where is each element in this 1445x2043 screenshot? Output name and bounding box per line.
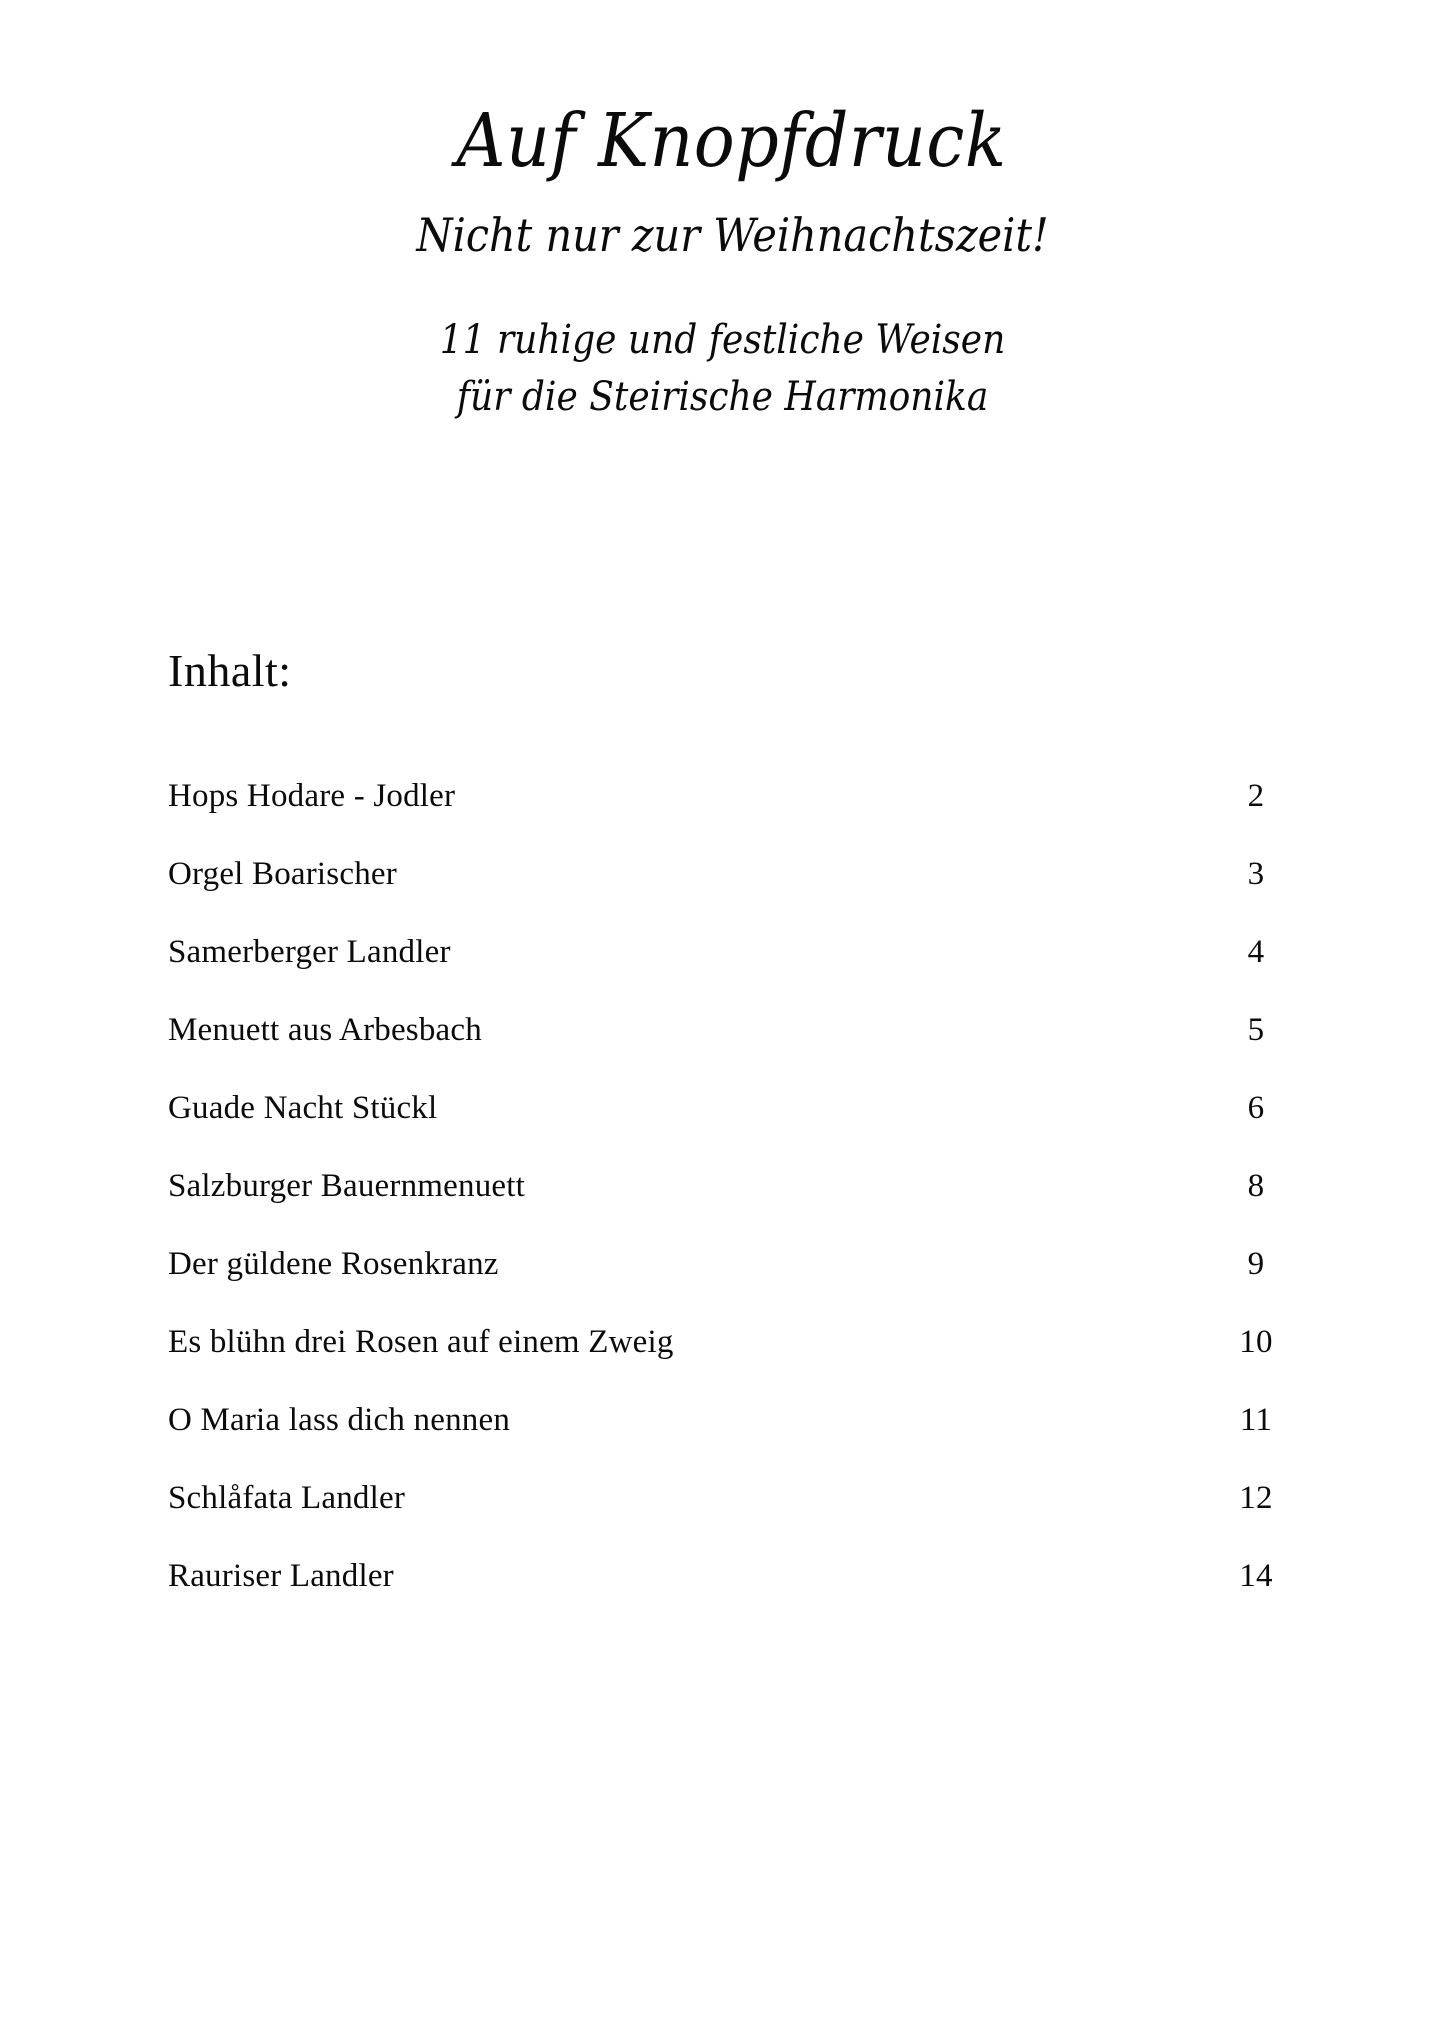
toc-entry-page-number: 8 — [1247, 1168, 1265, 1204]
tagline-line-2: für die Steirische Harmonika — [456, 373, 989, 420]
toc-entry[interactable] — [168, 1092, 1288, 1170]
toc-entry-title: Salzburger Bauernmenuett — [168, 1168, 525, 1204]
toc-entry[interactable] — [168, 1404, 1288, 1482]
page-subtitle: Nicht nur zur Weihnachtszeit! — [416, 208, 1049, 262]
toc-entry[interactable] — [168, 780, 1288, 858]
page-title: Auf Knopfdruck — [456, 98, 1007, 184]
page-tagline — [72, 312, 1373, 426]
toc-entry-title: Hops Hodare - Jodler — [168, 778, 456, 814]
toc-entry[interactable] — [168, 1326, 1288, 1404]
toc-entry-title: Samerberger Landler — [168, 934, 451, 970]
toc-entry[interactable] — [168, 1170, 1288, 1248]
toc-entry-title: Menuett aus Arbesbach — [168, 1012, 482, 1048]
toc-entry-page-number: 12 — [1239, 1480, 1273, 1516]
toc-entry-page-number: 6 — [1247, 1090, 1265, 1126]
toc-entry-page-number: 10 — [1239, 1324, 1273, 1360]
toc-entry-page-number: 4 — [1247, 934, 1265, 970]
toc-entry-page-number: 9 — [1247, 1246, 1265, 1282]
toc-entry-title: Der güldene Rosenkranz — [168, 1246, 499, 1282]
toc-entry-title: Guade Nacht Stückl — [168, 1090, 438, 1126]
toc-entry[interactable] — [168, 1014, 1288, 1092]
toc-entry-page-number: 2 — [1247, 778, 1265, 814]
toc-entry-page-number: 11 — [1239, 1402, 1273, 1438]
toc-entry-title: Es blühn drei Rosen auf einem Zweig — [168, 1324, 674, 1360]
toc-entry[interactable] — [168, 1248, 1288, 1326]
tagline-line-1: 11 ruhige und festliche Weisen — [439, 317, 1006, 363]
toc-entry-title: O Maria lass dich nennen — [168, 1402, 511, 1438]
toc-entry[interactable] — [168, 1560, 1288, 1638]
toc-entry-page-number: 5 — [1247, 1012, 1265, 1048]
title-block — [0, 98, 1445, 262]
toc-entry[interactable] — [168, 1482, 1288, 1560]
toc-entry-page-number: 3 — [1247, 856, 1265, 892]
toc-entry[interactable] — [168, 936, 1288, 1014]
table-of-contents — [168, 780, 1288, 1638]
toc-entry[interactable] — [168, 858, 1288, 936]
toc-entry-title: Schlåfata Landler — [168, 1480, 406, 1516]
toc-entry-title: Rauriser Landler — [168, 1558, 394, 1594]
toc-entry-page-number: 14 — [1239, 1558, 1273, 1594]
contents-heading: Inhalt: — [168, 645, 292, 696]
toc-entry-title: Orgel Boarischer — [168, 856, 397, 892]
